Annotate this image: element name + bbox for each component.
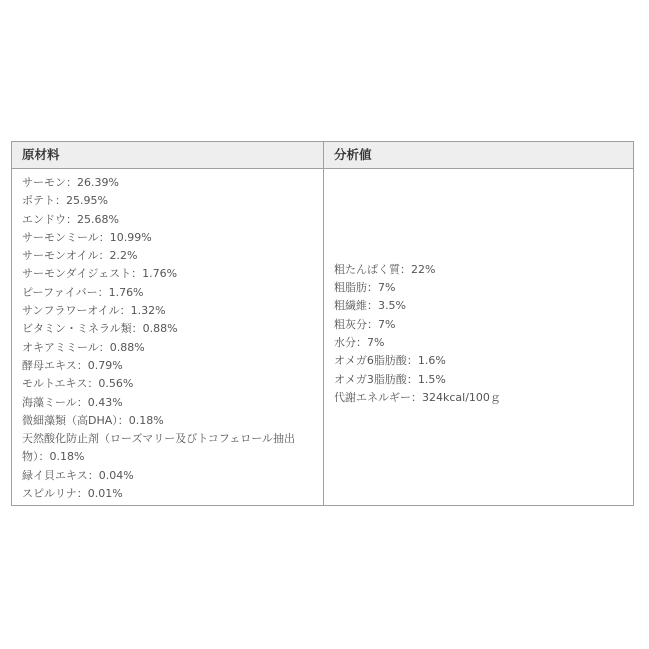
ingredient-item: 微細藻類（高DHA）：0.18% xyxy=(22,413,164,427)
ingredient-item: エンドウ：25.68% xyxy=(22,212,119,226)
analysis-item: 粗灰分：7% xyxy=(334,317,396,331)
ingredient-item: サーモンミール：10.99% xyxy=(22,230,152,244)
ingredient-item: サーモン：26.39% xyxy=(22,176,119,189)
nutrition-table xyxy=(11,141,634,506)
analysis-header: 分析値 xyxy=(334,147,372,162)
ingredient-item: サーモンダイジェスト：1.76% xyxy=(22,267,178,281)
ingredient-item: サンフラワーオイル：1.32% xyxy=(22,304,166,318)
ingredient-item: スピルリナ：0.01% xyxy=(22,487,123,501)
table-body-row xyxy=(12,169,633,505)
analysis-item: 粗脂肪：7% xyxy=(334,281,396,295)
ingredient-item: 天然酸化防止剤（ローズマリー及びトコフェロール抽出物）：0.18% xyxy=(22,432,296,464)
ingredients-header: 原材料 xyxy=(12,142,324,168)
ingredient-item: オキアミミール：0.88% xyxy=(22,340,145,354)
ingredient-item: モルトエキス：0.56% xyxy=(22,377,134,391)
analysis-item: オメガ3脂肪酸：1.5% xyxy=(334,372,446,386)
ingredient-item: ピーファイバー：1.76% xyxy=(22,285,144,299)
analysis-item: オメガ6脂肪酸：1.6% xyxy=(334,354,446,368)
analysis-cell xyxy=(324,169,633,505)
ingredient-item: 酵母エキス：0.79% xyxy=(22,358,123,372)
ingredient-item: サーモンオイル：2.2% xyxy=(22,249,138,263)
ingredient-item: ビタミン・ミネラル類：0.88% xyxy=(22,322,178,336)
ingredients-cell xyxy=(12,169,324,505)
ingredient-item: 緑イ貝エキス：0.04% xyxy=(22,468,134,482)
ingredient-item: ポテト：25.95% xyxy=(22,194,108,208)
analysis-item: 粗繊維：3.5% xyxy=(334,299,406,313)
ingredient-item: 海藻ミール：0.43% xyxy=(22,395,123,409)
table-header-row xyxy=(12,142,633,169)
analysis-item: 代謝エネルギー：324kcal/100ｇ xyxy=(334,390,501,404)
analysis-item: 粗たんぱく質：22% xyxy=(334,262,436,276)
analysis-item: 水分：7% xyxy=(334,336,385,349)
